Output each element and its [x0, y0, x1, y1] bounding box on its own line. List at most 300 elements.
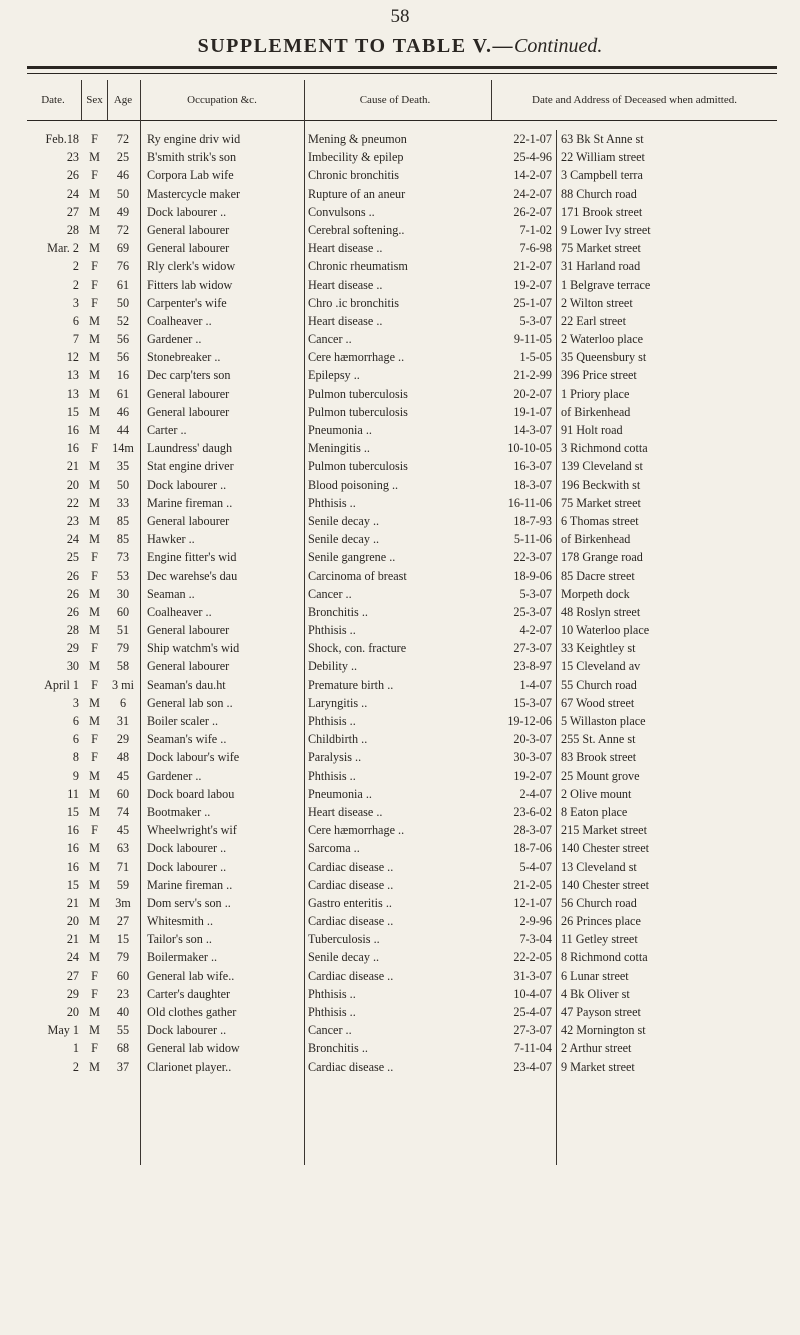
cell-date: Mar. 2	[47, 241, 79, 256]
cell-cause: Tuberculosis ..	[308, 932, 380, 947]
cell-occupation: Dec warehse's dau	[147, 568, 238, 583]
cell-sex: F	[91, 677, 98, 692]
cell-age: 40	[116, 1005, 130, 1019]
cell-sex: M	[89, 313, 100, 328]
cell-age: 31	[116, 714, 130, 728]
cell-cause: Senile decay ..	[308, 950, 380, 965]
table-row	[0, 330, 800, 348]
cell-occupation: Boilermaker ..	[147, 950, 218, 965]
cell-occupation: General lab wife..	[147, 968, 235, 983]
cell-address: 56 Church road	[561, 895, 637, 910]
cell-sex: M	[89, 222, 100, 237]
cell-admitted: 30-3-07	[513, 750, 552, 765]
cell-admitted: 18-7-93	[513, 513, 552, 528]
cell-cause: Childbirth ..	[308, 732, 368, 747]
table-body	[0, 130, 800, 1076]
cell-admitted: 16-11-06	[507, 495, 552, 510]
cell-date: 29	[66, 986, 79, 1001]
cell-address: 85 Dacre street	[561, 568, 635, 583]
cell-admitted: 7-3-04	[519, 932, 552, 947]
cell-sex: M	[89, 586, 100, 601]
cell-admitted: 21-2-07	[513, 259, 552, 274]
cell-cause: Blood poisoning ..	[308, 477, 399, 492]
cell-age: 60	[116, 604, 130, 619]
cell-address: 255 St. Anne st	[561, 732, 636, 747]
cell-sex: M	[89, 350, 100, 365]
cell-date: 30	[66, 659, 79, 674]
cell-occupation: Dom serv's son ..	[147, 895, 231, 910]
cell-date: 8	[72, 750, 79, 765]
cell-sex: M	[89, 877, 100, 892]
cell-age: 45	[116, 823, 130, 838]
cell-date: 2	[72, 277, 79, 292]
cell-age: 23	[116, 986, 130, 1001]
cell-occupation: Whitesmith ..	[147, 914, 214, 929]
cell-sex: M	[89, 495, 100, 510]
cell-sex: F	[91, 1041, 98, 1056]
table-row	[0, 239, 800, 257]
cell-admitted: 25-4-96	[513, 150, 552, 165]
cell-date: 26	[66, 168, 79, 183]
cell-address: 140 Chester street	[561, 841, 649, 856]
table-row	[0, 712, 800, 730]
table-row	[0, 639, 800, 657]
table-row	[0, 276, 800, 294]
cell-admitted: 24-2-07	[513, 186, 552, 201]
cell-sex: M	[89, 386, 100, 401]
table-row	[0, 403, 800, 421]
cell-age: 55	[116, 1023, 130, 1038]
cell-age: 50	[116, 295, 130, 310]
cell-age: 16	[116, 368, 130, 383]
cell-date: 13	[66, 368, 79, 383]
cell-cause: Pulmon tuberculosis	[308, 459, 408, 474]
cell-admitted: 28-3-07	[513, 823, 552, 838]
cell-age: 53	[116, 568, 130, 583]
cell-address: 11 Getley street	[561, 932, 638, 947]
cell-sex: F	[91, 550, 98, 565]
cell-sex: F	[91, 750, 98, 765]
cell-age: 60	[116, 786, 130, 801]
cell-cause: Chronic bronchitis	[308, 168, 400, 183]
cell-address: 140 Chester street	[561, 877, 649, 892]
cell-address: 88 Church road	[561, 186, 637, 201]
cell-date: 29	[66, 641, 79, 656]
cell-cause: Cancer ..	[308, 1023, 352, 1038]
header-sex: Sex	[86, 93, 103, 106]
table-row	[0, 476, 800, 494]
cell-admitted: 5-4-07	[519, 859, 552, 874]
header-date: Date.	[41, 93, 65, 106]
cell-occupation: Fitters lab widow	[147, 277, 233, 292]
cell-date: 2	[72, 1059, 79, 1074]
cell-admitted: 27-3-07	[513, 1023, 552, 1038]
cell-admitted: 5-11-06	[513, 532, 552, 547]
cell-sex: M	[89, 459, 100, 474]
cell-cause: Cancer ..	[308, 586, 352, 601]
cell-cause: Heart disease ..	[308, 804, 383, 819]
cell-admitted: 5-3-07	[519, 586, 552, 601]
cell-address: 3 Campbell terra	[561, 168, 643, 183]
cell-sex: F	[91, 259, 98, 274]
cell-sex: F	[91, 568, 98, 583]
cell-date: 23	[66, 513, 79, 528]
cell-address: 47 Payson street	[561, 1005, 641, 1019]
cell-date: 15	[66, 804, 79, 819]
cell-admitted: 20-2-07	[513, 386, 552, 401]
cell-date: 21	[66, 459, 79, 474]
cell-sex: M	[89, 241, 100, 256]
cell-admitted: 22-3-07	[513, 550, 552, 565]
cell-age: 79	[116, 641, 130, 656]
cell-occupation: General labourer	[147, 513, 230, 528]
cell-date: 6	[72, 313, 79, 328]
cell-admitted: 16-3-07	[513, 459, 552, 474]
table-row	[0, 767, 800, 785]
cell-sex: F	[91, 168, 98, 183]
cell-admitted: 2-9-96	[519, 914, 552, 929]
cell-age: 79	[116, 950, 130, 965]
table-row	[0, 839, 800, 857]
cell-cause: Phthisis ..	[308, 1005, 356, 1019]
table-row	[0, 967, 800, 985]
table-row	[0, 1058, 800, 1076]
cell-address: 48 Roslyn street	[561, 604, 641, 619]
cell-cause: Phthisis ..	[308, 495, 356, 510]
col-divider-2	[107, 80, 108, 120]
cell-age: 58	[116, 659, 130, 674]
cell-age: 51	[116, 623, 130, 638]
cell-sex: M	[89, 332, 100, 347]
cell-sex: M	[89, 786, 100, 801]
cell-occupation: Dock board labou	[147, 786, 235, 801]
cell-address: 1 Priory place	[561, 386, 630, 401]
cell-occupation: Coalheaver ..	[147, 313, 212, 328]
cell-address: 4 Bk Oliver st	[561, 986, 630, 1001]
cell-address: 5 Willaston place	[561, 714, 646, 728]
cell-age: 35	[116, 459, 130, 474]
cell-age: 61	[116, 277, 130, 292]
table-row	[0, 748, 800, 766]
cell-cause: Shock, con. fracture	[308, 641, 407, 656]
cell-admitted: 5-3-07	[519, 313, 552, 328]
cell-age: 29	[116, 732, 130, 747]
table-row	[0, 439, 800, 457]
cell-address: 178 Grange road	[561, 550, 643, 565]
cell-age: 56	[116, 350, 130, 365]
table-row	[0, 912, 800, 930]
cell-date: 24	[66, 532, 79, 547]
cell-sex: F	[91, 132, 98, 146]
cell-address: 396 Price street	[561, 368, 637, 383]
cell-admitted: 25-1-07	[513, 295, 552, 310]
cell-address: 9 Lower Ivy street	[561, 222, 651, 237]
table-row	[0, 530, 800, 548]
cell-age: 27	[116, 914, 130, 929]
cell-occupation: Clarionet player..	[147, 1059, 232, 1074]
cell-date: 12	[66, 350, 79, 365]
cell-admitted: 21-2-99	[513, 368, 552, 383]
cell-cause: Mening & pneumon	[308, 132, 407, 146]
table-row	[0, 585, 800, 603]
title-continued: Continued.	[514, 35, 603, 57]
cell-address: 67 Wood street	[561, 695, 635, 710]
cell-date: May 1	[47, 1023, 79, 1038]
cell-date: 24	[66, 950, 79, 965]
table-row	[0, 676, 800, 694]
cell-sex: M	[89, 150, 100, 165]
cell-admitted: 23-4-07	[513, 1059, 552, 1074]
cell-cause: Pneumonia ..	[308, 786, 372, 801]
table-row	[0, 294, 800, 312]
cell-age: 3m	[115, 895, 131, 910]
cell-occupation: Dec carp'ters son	[147, 368, 231, 383]
cell-sex: M	[89, 423, 100, 437]
cell-occupation: Bootmaker ..	[147, 804, 211, 819]
cell-admitted: 15-3-07	[513, 695, 552, 710]
cell-occupation: Stat engine driver	[147, 459, 234, 474]
cell-address: 42 Mornington st	[561, 1023, 646, 1038]
cell-occupation: Tailor's son ..	[147, 932, 212, 947]
table-row	[0, 166, 800, 184]
cell-admitted: 7-11-04	[513, 1041, 552, 1056]
table-row	[0, 148, 800, 166]
cell-address: 22 William street	[561, 150, 645, 165]
cell-age: 71	[116, 859, 130, 874]
cell-sex: M	[89, 804, 100, 819]
cell-cause: Phthisis ..	[308, 714, 356, 728]
cell-age: 49	[116, 204, 130, 219]
cell-cause: Rupture of an aneur	[308, 186, 406, 201]
cell-cause: Laryngitis ..	[308, 695, 368, 710]
cell-address: 26 Princes place	[561, 914, 641, 929]
cell-cause: Cardiac disease ..	[308, 877, 394, 892]
cell-date: 6	[72, 732, 79, 747]
cell-cause: Gastro enteritis ..	[308, 895, 392, 910]
table-row	[0, 858, 800, 876]
cell-date: 22	[66, 495, 79, 510]
cell-address: 15 Cleveland av	[561, 659, 641, 674]
cell-sex: M	[89, 604, 100, 619]
cell-cause: Cardiac disease ..	[308, 914, 394, 929]
cell-occupation: Dock labourer ..	[147, 841, 227, 856]
cell-occupation: General labourer	[147, 241, 230, 256]
cell-address: 2 Arthur street	[561, 1041, 632, 1056]
table-row	[0, 348, 800, 366]
cell-date: 25	[66, 550, 79, 565]
table-row	[0, 548, 800, 566]
cell-age: 44	[116, 423, 130, 437]
table-row	[0, 1021, 800, 1039]
cell-sex: F	[91, 986, 98, 1001]
table-row	[0, 821, 800, 839]
cell-age: 85	[116, 532, 130, 547]
cell-sex: M	[89, 659, 100, 674]
cell-age: 72	[116, 132, 130, 146]
cell-age: 63	[116, 841, 130, 856]
cell-admitted: 18-7-06	[513, 841, 552, 856]
cell-admitted: 22-1-07	[513, 132, 552, 146]
cell-date: 3	[72, 295, 79, 310]
cell-admitted: 26-2-07	[513, 204, 552, 219]
cell-date: 15	[66, 404, 79, 419]
cell-address: 139 Cleveland st	[561, 459, 643, 474]
cell-age: 61	[116, 386, 130, 401]
cell-address: 171 Brook street	[561, 204, 643, 219]
cell-cause: Cardiac disease ..	[308, 859, 394, 874]
cell-date: 28	[66, 222, 79, 237]
cell-age: 15	[116, 932, 130, 947]
cell-sex: M	[89, 1059, 100, 1074]
table-row	[0, 621, 800, 639]
cell-sex: M	[89, 404, 100, 419]
cell-admitted: 20-3-07	[513, 732, 552, 747]
cell-age: 46	[116, 168, 130, 183]
cell-occupation: Corpora Lab wife	[147, 168, 234, 183]
cell-age: 60	[116, 968, 130, 983]
cell-cause: Heart disease ..	[308, 277, 383, 292]
cell-cause: Cardiac disease ..	[308, 1059, 394, 1074]
cell-date: 20	[66, 914, 79, 929]
cell-cause: Paralysis ..	[308, 750, 362, 765]
cell-age: 59	[116, 877, 130, 892]
cell-occupation: Hawker ..	[147, 532, 195, 547]
table-row	[0, 567, 800, 585]
cell-occupation: Marine fireman ..	[147, 495, 233, 510]
cell-address: 63 Bk St Anne st	[561, 132, 644, 146]
cell-sex: M	[89, 932, 100, 947]
cell-admitted: 7-6-98	[519, 241, 552, 256]
cell-date: 27	[66, 204, 79, 219]
cell-age: 14m	[112, 441, 134, 456]
table-row	[0, 512, 800, 530]
cell-occupation: Gardener ..	[147, 768, 202, 783]
cell-date: 16	[66, 859, 79, 874]
cell-admitted: 18-3-07	[513, 477, 552, 492]
table-row	[0, 603, 800, 621]
cell-cause: Bronchitis ..	[308, 1041, 368, 1056]
cell-occupation: General labourer	[147, 404, 230, 419]
cell-occupation: B'smith strik's son	[147, 150, 237, 165]
cell-address: 215 Market street	[561, 823, 647, 838]
cell-cause: Cancer ..	[308, 332, 352, 347]
cell-cause: Chro .ic bronchitis	[308, 295, 400, 310]
cell-occupation: Carter ..	[147, 423, 187, 437]
cell-address: 2 Wilton street	[561, 295, 633, 310]
cell-address: 8 Eaton place	[561, 804, 628, 819]
cell-admitted: 2-4-07	[519, 786, 552, 801]
cell-address: 10 Waterloo place	[561, 623, 650, 638]
cell-admitted: 9-11-05	[513, 332, 552, 347]
cell-age: 52	[116, 313, 130, 328]
cell-admitted: 23-6-02	[513, 804, 552, 819]
cell-cause: Carcinoma of breast	[308, 568, 407, 583]
top-rule-thick	[27, 66, 777, 69]
cell-address: 35 Queensbury st	[561, 350, 647, 365]
cell-sex: M	[89, 950, 100, 965]
cell-admitted: 25-4-07	[513, 1005, 552, 1019]
cell-address: 13 Cleveland st	[561, 859, 637, 874]
cell-cause: Senile gangrene ..	[308, 550, 396, 565]
cell-date: 16	[66, 423, 79, 437]
cell-date: 13	[66, 386, 79, 401]
cell-date: April 1	[44, 677, 79, 692]
cell-cause: Premature birth ..	[308, 677, 394, 692]
cell-sex: M	[89, 186, 100, 201]
cell-occupation: Dock labourer ..	[147, 204, 227, 219]
table-row	[0, 930, 800, 948]
cell-admitted: 14-3-07	[513, 423, 552, 437]
cell-cause: Senile decay ..	[308, 532, 380, 547]
cell-cause: Debility ..	[308, 659, 358, 674]
cell-admitted: 14-2-07	[513, 168, 552, 183]
table-row	[0, 457, 800, 475]
cell-occupation: Seaman's wife ..	[147, 732, 227, 747]
cell-admitted: 4-2-07	[519, 623, 552, 638]
cell-age: 45	[116, 768, 130, 783]
cell-sex: F	[91, 823, 98, 838]
cell-occupation: Boiler scaler ..	[147, 714, 219, 728]
table-row	[0, 694, 800, 712]
title-main: SUPPLEMENT TO TABLE V.	[197, 35, 493, 57]
cell-date: 27	[66, 968, 79, 983]
cell-occupation: Carpenter's wife	[147, 295, 227, 310]
cell-address: 22 Earl street	[561, 313, 626, 328]
cell-occupation: Seaman's dau.ht	[147, 677, 226, 692]
cell-sex: F	[91, 441, 98, 456]
cell-sex: M	[89, 368, 100, 383]
header-cause: Cause of Death.	[359, 93, 431, 106]
cell-occupation: Mastercycle maker	[147, 186, 241, 201]
cell-admitted: 25-3-07	[513, 604, 552, 619]
cell-sex: F	[91, 732, 98, 747]
table-row	[0, 985, 800, 1003]
cell-occupation: Dock labourer ..	[147, 1023, 227, 1038]
cell-cause: Epilepsy ..	[308, 368, 360, 383]
table-row	[0, 803, 800, 821]
cell-occupation: General lab son ..	[147, 695, 233, 710]
cell-age: 72	[116, 222, 130, 237]
cell-date: 9	[72, 768, 79, 783]
table-row	[0, 785, 800, 803]
cell-occupation: Ship watchm's wid	[147, 641, 240, 656]
cell-cause: Pulmon tuberculosis	[308, 386, 408, 401]
cell-occupation: General lab widow	[147, 1041, 240, 1056]
supplement-title	[0, 35, 800, 58]
cell-occupation: Dock labour's wife	[147, 750, 240, 765]
cell-date: 2	[72, 259, 79, 274]
cell-sex: F	[91, 968, 98, 983]
cell-address: 6 Thomas street	[561, 513, 639, 528]
table-row	[0, 876, 800, 894]
cell-address: 25 Mount grove	[561, 768, 640, 783]
cell-age: 50	[116, 186, 130, 201]
cell-date: 7	[72, 332, 79, 347]
col-divider-5	[491, 80, 492, 120]
cell-date: 21	[66, 932, 79, 947]
cell-sex: M	[89, 513, 100, 528]
cell-age: 48	[116, 750, 130, 765]
cell-sex: M	[89, 477, 100, 492]
table-header	[0, 80, 800, 120]
table-row	[0, 203, 800, 221]
cell-sex: M	[89, 768, 100, 783]
table-row	[0, 1039, 800, 1057]
cell-age: 6	[119, 695, 127, 710]
cell-sex: M	[89, 841, 100, 856]
cell-cause: Cere hæmorrhage ..	[308, 350, 405, 365]
cell-cause: Heart disease ..	[308, 313, 383, 328]
